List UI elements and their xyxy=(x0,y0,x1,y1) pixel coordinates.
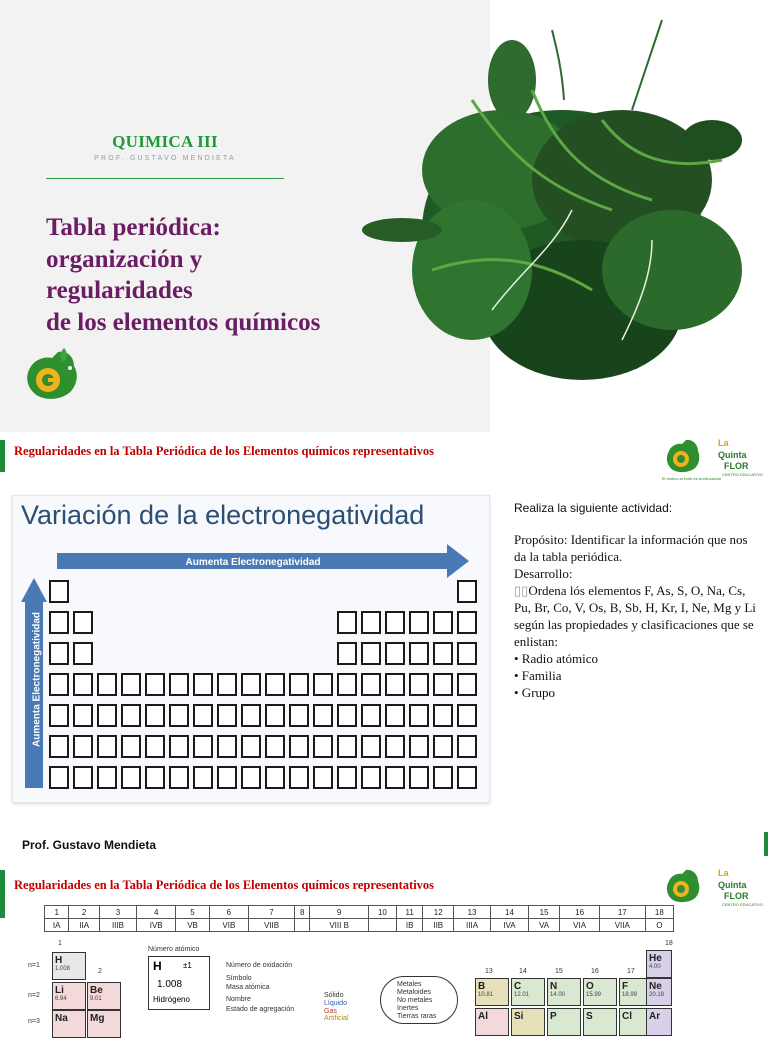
type-metals: Metales xyxy=(397,981,422,988)
electronegativity-image xyxy=(12,495,490,803)
element-symbol: Mg xyxy=(90,1013,105,1024)
grid-cell xyxy=(217,766,237,789)
period-label-2: n=2 xyxy=(28,992,40,999)
element-ar xyxy=(646,1008,672,1036)
grid-cell xyxy=(217,735,237,758)
grid-cell xyxy=(361,611,381,634)
grid-cell xyxy=(121,673,141,696)
group-number: 12 xyxy=(423,906,454,919)
element-mass: 20.18 xyxy=(649,992,665,998)
grid-cell xyxy=(97,673,117,696)
state-liquid: Líquido xyxy=(324,1000,347,1007)
element-mass: 4.00 xyxy=(649,964,661,970)
col-number-13: 13 xyxy=(485,968,493,975)
element-h xyxy=(52,952,86,980)
element-li xyxy=(52,982,86,1010)
grid-cell xyxy=(385,766,405,789)
grid-cell xyxy=(337,611,357,634)
activity-bullet-1: • Radio atómico xyxy=(514,651,598,666)
brand-line-2: Quinta xyxy=(718,450,747,460)
group-number: 7 xyxy=(249,906,295,919)
group-label xyxy=(294,919,309,932)
type-inert: Inertes xyxy=(397,1005,419,1012)
group-number: 3 xyxy=(99,906,136,919)
grid-cell xyxy=(241,704,261,727)
legend-name: Nombre xyxy=(226,996,251,1003)
grid-cell xyxy=(289,766,309,789)
grid-cell xyxy=(265,766,285,789)
grid-cell xyxy=(241,735,261,758)
col-number-17: 17 xyxy=(627,968,635,975)
col-number-18: 18 xyxy=(665,940,673,947)
group-number: 15 xyxy=(528,906,559,919)
legend-atomic-number: Número atómico xyxy=(148,946,200,953)
grid-cell xyxy=(385,735,405,758)
group-number: 13 xyxy=(454,906,491,919)
grid-cell xyxy=(457,704,477,727)
grid-cell xyxy=(361,673,381,696)
group-label xyxy=(368,919,396,932)
grid-cell xyxy=(49,673,69,696)
grid-cell xyxy=(289,704,309,727)
grid-cell xyxy=(265,704,285,727)
legend-example-name: Hidrógeno xyxy=(153,995,190,1004)
grid-cell xyxy=(361,704,381,727)
group-label: VA xyxy=(528,919,559,932)
fern-leaves-icon xyxy=(352,10,768,430)
element-symbol: Ar xyxy=(649,1011,661,1022)
grid-cell xyxy=(121,704,141,727)
group-label-row xyxy=(45,919,674,932)
grid-cell xyxy=(361,766,381,789)
grid-cell xyxy=(433,673,453,696)
grid-cell xyxy=(217,704,237,727)
grid-cell xyxy=(289,735,309,758)
grid-cell xyxy=(73,642,93,665)
grid-cell xyxy=(337,704,357,727)
element-symbol: Si xyxy=(514,1011,524,1022)
horizontal-arrow-label: Aumenta Electronegatividad xyxy=(185,557,321,568)
group-number: 11 xyxy=(396,906,422,919)
grid-cell xyxy=(409,735,429,758)
legend-example-element xyxy=(148,956,210,1010)
group-header-table xyxy=(44,905,674,932)
element-ne xyxy=(646,978,672,1006)
grid-cell xyxy=(385,642,405,665)
element-symbol: Be xyxy=(90,985,103,996)
instruction-icon: ▯▯ xyxy=(514,583,529,598)
grid-cell xyxy=(265,735,285,758)
grid-cell xyxy=(49,766,69,789)
title-divider xyxy=(46,178,284,179)
group-number: 18 xyxy=(645,906,673,919)
grid-cell xyxy=(145,673,165,696)
types-legend-oval xyxy=(380,976,458,1024)
element-s xyxy=(583,1008,617,1036)
group-number: 16 xyxy=(560,906,600,919)
group-label: VIB xyxy=(209,919,249,932)
grid-cell xyxy=(433,735,453,758)
grid-cell xyxy=(337,642,357,665)
element-o xyxy=(583,978,617,1006)
grid-cell xyxy=(73,704,93,727)
group-label: IVB xyxy=(136,919,176,932)
grid-cell xyxy=(49,611,69,634)
grid-cell xyxy=(313,704,333,727)
element-si xyxy=(511,1008,545,1036)
grid-cell xyxy=(409,766,429,789)
course-title: QUIMICA III xyxy=(112,132,218,151)
col-number-16: 16 xyxy=(591,968,599,975)
element-mass: 1.008 xyxy=(55,966,71,972)
col-number-15: 15 xyxy=(555,968,563,975)
slide3-heading: Regularidades en la Tabla Periódica de los Elementos químicos representativos xyxy=(14,878,435,892)
grid-cell xyxy=(409,673,429,696)
slide-heading: Regularidades en la Tabla Periódica de los Elementos químicos representativos xyxy=(14,444,435,458)
slide3-accent-bar xyxy=(0,870,5,918)
grid-cell xyxy=(289,673,309,696)
grid-cell xyxy=(169,766,189,789)
col-number-2: 2 xyxy=(98,968,102,975)
grid-cell xyxy=(457,611,477,634)
grid-cell xyxy=(145,735,165,758)
period-label-3: n=3 xyxy=(28,1018,40,1025)
school-logo-icon xyxy=(662,866,702,906)
grid-cell xyxy=(193,766,213,789)
grid-cell xyxy=(169,673,189,696)
activity-intro: Realiza la siguiente actividad: xyxy=(514,501,673,515)
grid-cell xyxy=(433,704,453,727)
activity-panel xyxy=(514,500,760,701)
activity-instruction xyxy=(514,582,760,650)
group-number: 10 xyxy=(368,906,396,919)
grid-cell xyxy=(409,704,429,727)
element-na xyxy=(52,1010,86,1038)
grid-cell xyxy=(49,580,69,603)
grid-cell xyxy=(193,673,213,696)
group-label: VIA xyxy=(560,919,600,932)
element-symbol: F xyxy=(622,981,629,992)
slide-title-line-4: de los elementos químicos xyxy=(46,309,321,336)
group-label: IB xyxy=(396,919,422,932)
brand-sub: CENTRO EDUCATIVO xyxy=(722,472,764,477)
group-label: VIII B xyxy=(310,919,368,932)
activity-bullet-2: • Familia xyxy=(514,668,562,683)
activity-bullet-3: • Grupo xyxy=(514,685,556,700)
slide-title-line-1: Tabla periódica: xyxy=(46,214,221,241)
grid-cell xyxy=(361,642,381,665)
col-number-14: 14 xyxy=(519,968,527,975)
period-label-1: n=1 xyxy=(28,962,40,969)
element-n xyxy=(547,978,581,1006)
group-number: 2 xyxy=(69,906,100,919)
group-number: 1 xyxy=(45,906,69,919)
grid-cell xyxy=(457,642,477,665)
school-brand-logo xyxy=(662,436,766,486)
element-symbol: N xyxy=(550,981,558,992)
legend-example-symbol: H xyxy=(153,959,162,973)
grid-cell xyxy=(169,704,189,727)
grid-cell xyxy=(361,735,381,758)
group-label: VIIB xyxy=(249,919,295,932)
grid-cell xyxy=(49,642,69,665)
legend-example-mass: 1.008 xyxy=(157,979,183,990)
type-rare-earth: Tierras raras xyxy=(397,1013,437,1020)
element-mass: 10.81 xyxy=(478,992,494,998)
grid-cell xyxy=(385,704,405,727)
grid-cell xyxy=(457,735,477,758)
element-he xyxy=(646,950,672,978)
group-number: 9 xyxy=(310,906,368,919)
col-number-1: 1 xyxy=(58,940,62,947)
brand-line-1: La xyxy=(718,438,729,448)
grid-cell xyxy=(193,704,213,727)
group-label: IVA xyxy=(491,919,529,932)
grid-cell xyxy=(73,735,93,758)
element-symbol: C xyxy=(514,981,522,992)
brand-line-3: FLOR xyxy=(724,891,749,901)
element-symbol: Cl xyxy=(622,1011,632,1022)
state-artificial: Artificial xyxy=(324,1015,349,1022)
grid-cell xyxy=(145,704,165,727)
grid-cell xyxy=(313,673,333,696)
element-symbol: O xyxy=(586,981,594,992)
element-symbol: S xyxy=(586,1011,593,1022)
grid-cell xyxy=(121,735,141,758)
school-logo-icon xyxy=(662,436,702,476)
grid-cell xyxy=(97,766,117,789)
grid-cell xyxy=(457,673,477,696)
element-symbol: H xyxy=(55,955,63,966)
group-number: 14 xyxy=(491,906,529,919)
grid-cell xyxy=(49,735,69,758)
element-mass: 12.01 xyxy=(514,992,530,998)
element-mass: 18.99 xyxy=(622,992,638,998)
grid-cell xyxy=(385,673,405,696)
group-label: VIIA xyxy=(599,919,645,932)
group-label: IIA xyxy=(69,919,100,932)
image-title: Variación de la electronegatividad xyxy=(21,500,425,530)
group-label: IIIA xyxy=(454,919,491,932)
grid-cell xyxy=(265,673,285,696)
grid-cell xyxy=(73,611,93,634)
element-symbol: Na xyxy=(55,1013,68,1024)
state-gas: Gas xyxy=(324,1008,337,1015)
vertical-arrow-label: Aumenta Electronegatividad xyxy=(31,611,43,748)
footer-accent-bar xyxy=(764,832,768,856)
grid-cell xyxy=(337,735,357,758)
grid-cell xyxy=(217,673,237,696)
group-number-row xyxy=(45,906,674,919)
grid-cell xyxy=(97,704,117,727)
grid-cell xyxy=(97,735,117,758)
grid-cell xyxy=(241,766,261,789)
brand-line-1: La xyxy=(718,868,729,878)
grid-cell xyxy=(409,642,429,665)
grid-cell xyxy=(49,704,69,727)
grid-cell xyxy=(121,766,141,789)
group-number: 6 xyxy=(209,906,249,919)
legend-example-oxidation: ±1 xyxy=(183,961,192,970)
grid-cell xyxy=(73,766,93,789)
school-logo-icon xyxy=(20,346,82,406)
element-p xyxy=(547,1008,581,1036)
slide3-brand-logo xyxy=(662,866,766,916)
group-label: VB xyxy=(176,919,209,932)
brand-sub: CENTRO EDUCATIVO xyxy=(722,902,764,907)
brand-line-2: Quinta xyxy=(718,880,747,890)
grid-cell xyxy=(409,611,429,634)
element-al xyxy=(475,1008,509,1036)
legend-state: Estado de agregación xyxy=(226,1006,295,1013)
activity-purpose: Propósito: Identificar la información que nos da la tabla periódica. xyxy=(514,532,748,564)
grid-cell xyxy=(457,766,477,789)
activity-develop-label: Desarrollo: xyxy=(514,566,573,581)
element-symbol: He xyxy=(649,953,662,964)
grid-cell xyxy=(313,766,333,789)
element-be xyxy=(87,982,121,1010)
element-mg xyxy=(87,1010,121,1038)
type-metalloids: Metaloides xyxy=(397,989,431,996)
grid-cell xyxy=(169,735,189,758)
grid-cell xyxy=(457,580,477,603)
element-mass: 14.00 xyxy=(550,992,566,998)
element-mass: 6.94 xyxy=(55,996,67,1002)
grid-cell xyxy=(73,673,93,696)
grid-cell xyxy=(145,766,165,789)
group-label: IIIB xyxy=(99,919,136,932)
grid-cell xyxy=(433,611,453,634)
grid-cell xyxy=(385,611,405,634)
element-mass: 9.01 xyxy=(90,996,102,1002)
grid-cell xyxy=(313,735,333,758)
element-symbol: Li xyxy=(55,985,64,996)
state-solid: Sólido xyxy=(324,992,344,999)
element-symbol: B xyxy=(478,981,486,992)
brand-tagline: El motivo al éxito es la educación xyxy=(662,476,722,481)
legend-symbol: Símbolo xyxy=(226,975,252,982)
element-mass: 15.99 xyxy=(586,992,602,998)
group-label: O xyxy=(645,919,673,932)
group-number: 17 xyxy=(599,906,645,919)
group-number: 8 xyxy=(294,906,309,919)
type-nonmetals: No metales xyxy=(397,997,433,1004)
slide-title-line-2: organización y xyxy=(46,246,203,273)
element-c xyxy=(511,978,545,1006)
legend-oxidation: Número de oxidación xyxy=(226,962,293,969)
slide-title-line-3: regularidades xyxy=(46,277,193,304)
element-symbol: Al xyxy=(478,1011,488,1022)
periodic-grid xyxy=(49,580,481,798)
group-number: 5 xyxy=(176,906,209,919)
element-b xyxy=(475,978,509,1006)
brand-line-3: FLOR xyxy=(724,461,749,471)
grid-cell xyxy=(433,766,453,789)
element-symbol: P xyxy=(550,1011,557,1022)
grid-cell xyxy=(433,642,453,665)
footer-professor: Prof. Gustavo Mendieta xyxy=(22,838,157,852)
grid-cell xyxy=(337,673,357,696)
group-number: 4 xyxy=(136,906,176,919)
activity-instruction-text: Ordena lós elementos F, As, S, O, Na, Cs, Pu, Br, Co, V, Os, B, Sb, H, Kr, I, Ne, Mg y Li según las propiedades y clasificaciones que se enlistan: xyxy=(514,583,756,649)
grid-cell xyxy=(241,673,261,696)
professor-name: PROF. GUSTAVO MENDIETA xyxy=(94,155,236,162)
legend-mass: Masa atómica xyxy=(226,984,270,991)
slide-accent-bar xyxy=(0,440,5,472)
group-label: IA xyxy=(45,919,69,932)
group-label: IIB xyxy=(423,919,454,932)
element-symbol: Ne xyxy=(649,981,662,992)
grid-cell xyxy=(337,766,357,789)
grid-cell xyxy=(193,735,213,758)
